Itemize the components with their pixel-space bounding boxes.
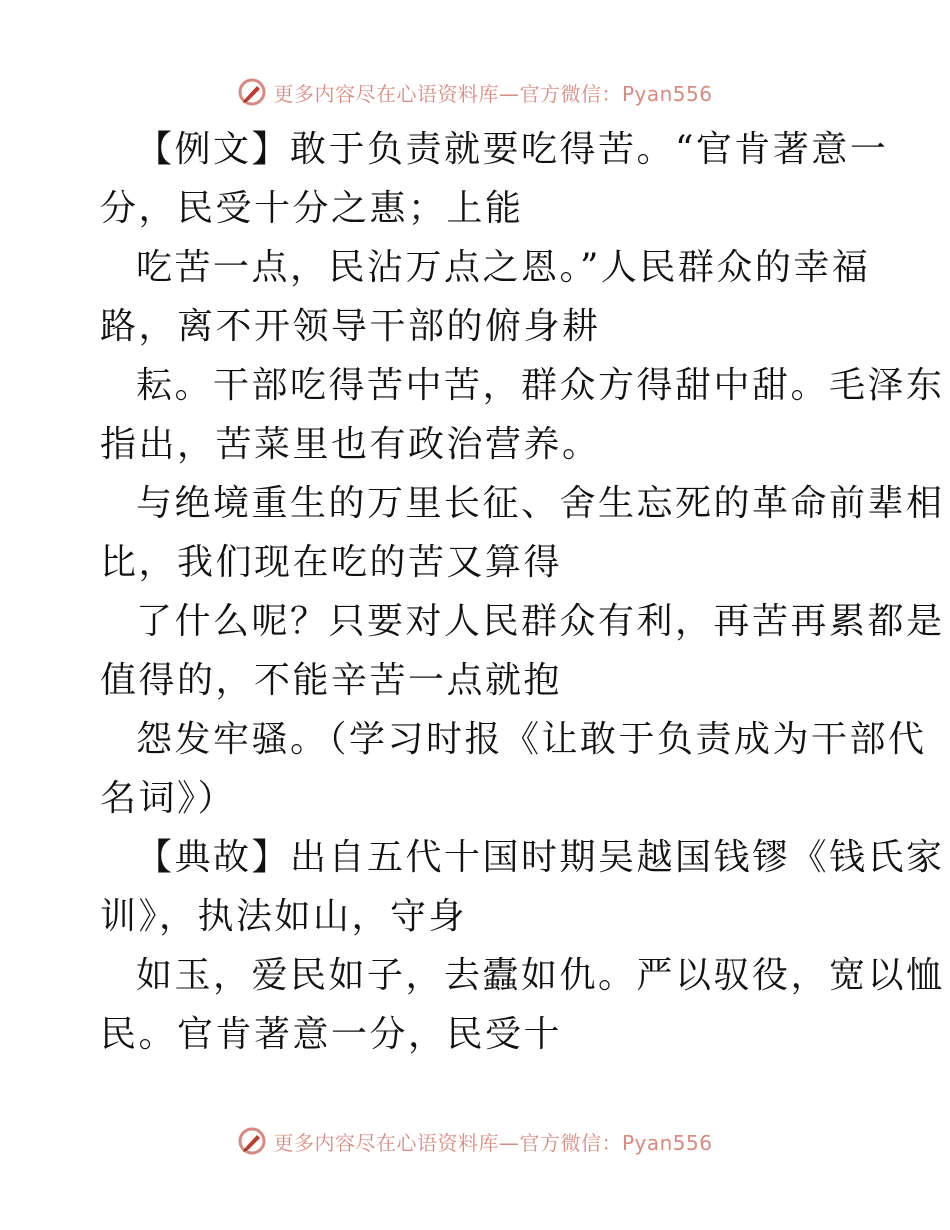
- text-line: 路，离不开领导干部的俯身耕: [100, 306, 601, 347]
- document-body: [100, 120, 945, 1064]
- text-line: 训》，执法如山，守身: [100, 896, 468, 937]
- text-line: 指出，苦菜里也有政治营养。: [100, 424, 601, 465]
- text-line: 吃苦一点，民沾万点之恩。”人民群众的幸福: [136, 247, 871, 288]
- text-line: 怨发牢骚。（学习时报《让敢于负责成为干部代: [136, 719, 927, 760]
- text-line: 值得的，不能辛苦一点就抱: [100, 660, 563, 701]
- text-line: 民。官肯著意一分，民受十: [100, 1014, 563, 1055]
- watermark-text: 更多内容尽在心语资料库—官方微信：Pyan556: [273, 81, 713, 106]
- text-line: 【典故】出自五代十国时期吴越国钱镠《钱氏家: [136, 837, 945, 878]
- footer-watermark: [0, 1121, 950, 1161]
- text-line: 分，民受十分之惠；上能: [100, 188, 524, 229]
- text-line: 如玉，爱民如子，去蠹如仇。严以驭役，宽以恤: [136, 955, 945, 996]
- text-line: 了什么呢？只要对人民群众有利，再苦再累都是: [136, 601, 945, 642]
- header-watermark: [0, 72, 950, 112]
- pen-logo-icon: [237, 1126, 267, 1156]
- watermark-text: 更多内容尽在心语资料库—官方微信：Pyan556: [273, 1130, 713, 1155]
- pen-logo-icon: [237, 77, 267, 107]
- text-line: 比，我们现在吃的苦又算得: [100, 542, 563, 583]
- text-line: 耘。干部吃得苦中苦，群众方得甜中甜。毛泽东: [136, 365, 945, 406]
- text-line: 与绝境重生的万里长征、舍生忘死的革命前辈相: [136, 483, 945, 524]
- text-line: 【例文】敢于负责就要吃得苦。“官肯著意一: [136, 129, 889, 170]
- text-line: 名词》）: [100, 778, 237, 819]
